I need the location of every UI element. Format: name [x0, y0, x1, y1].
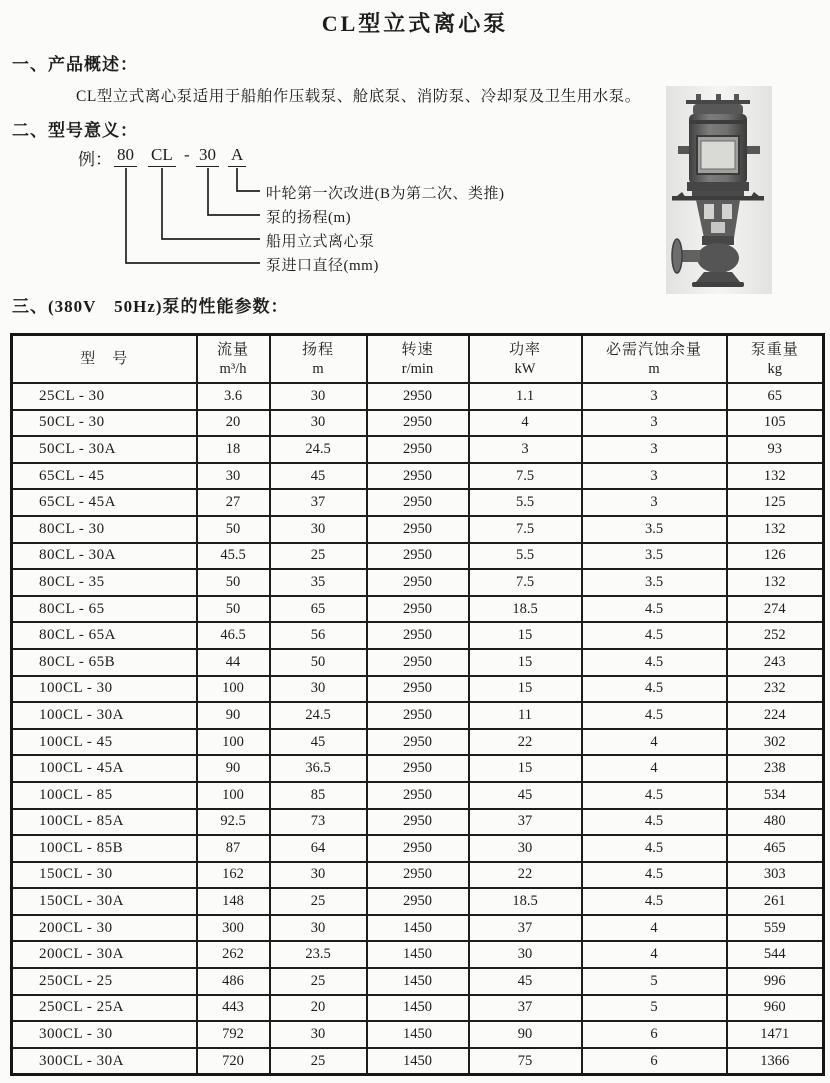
value-cell: 5 — [582, 995, 727, 1022]
table-row — [12, 888, 824, 915]
table-row — [12, 463, 824, 490]
value-cell: 3.5 — [582, 516, 727, 543]
model-cell: 200CL - 30A — [12, 941, 197, 968]
table-row — [12, 1021, 824, 1048]
model-cell: 80CL - 35 — [12, 569, 197, 596]
value-cell: 960 — [727, 995, 824, 1022]
model-cell: 100CL - 85 — [12, 782, 197, 809]
value-cell: 2950 — [367, 622, 469, 649]
value-cell: 23.5 — [270, 941, 367, 968]
example-inlet-code: 80 — [114, 145, 137, 167]
value-cell: 73 — [270, 809, 367, 836]
value-cell: 443 — [197, 995, 270, 1022]
value-cell: 45 — [270, 729, 367, 756]
value-cell: 24.5 — [270, 436, 367, 463]
value-cell: 50 — [197, 596, 270, 623]
value-cell: 486 — [197, 968, 270, 995]
value-cell: 5.5 — [469, 489, 582, 516]
value-cell: 3.5 — [582, 569, 727, 596]
value-cell: 18.5 — [469, 596, 582, 623]
value-cell: 45.5 — [197, 543, 270, 570]
value-cell: 2950 — [367, 569, 469, 596]
value-cell: 30 — [270, 383, 367, 410]
model-cell: 250CL - 25A — [12, 995, 197, 1022]
table-row — [12, 596, 824, 623]
value-cell: 2950 — [367, 702, 469, 729]
value-cell: 30 — [270, 410, 367, 437]
model-cell: 150CL - 30A — [12, 888, 197, 915]
diagram-label-pump-type: 船用立式离心泵 — [266, 234, 375, 250]
header-npsh: 必需汽蚀余量 m — [582, 335, 727, 384]
value-cell: 37 — [469, 809, 582, 836]
value-cell: 1450 — [367, 915, 469, 942]
value-cell: 4.5 — [582, 596, 727, 623]
diagram-label-impeller: 叶轮第一次改进(B为第二次、类推) — [266, 186, 505, 202]
section-3-heading: 三、(380V 50Hz)泵的性能参数： — [12, 297, 289, 316]
value-cell: 3 — [582, 463, 727, 490]
table-row — [12, 862, 824, 889]
value-cell: 3 — [582, 489, 727, 516]
value-cell: 15 — [469, 755, 582, 782]
value-cell: 2950 — [367, 383, 469, 410]
value-cell: 7.5 — [469, 463, 582, 490]
value-cell: 4 — [582, 915, 727, 942]
value-cell: 56 — [270, 622, 367, 649]
value-cell: 132 — [727, 463, 824, 490]
value-cell: 2950 — [367, 862, 469, 889]
value-cell: 27 — [197, 489, 270, 516]
value-cell: 37 — [469, 995, 582, 1022]
value-cell: 92.5 — [197, 809, 270, 836]
value-cell: 11 — [469, 702, 582, 729]
header-power: 功率 kW — [469, 335, 582, 384]
value-cell: 93 — [727, 436, 824, 463]
table-row — [12, 968, 824, 995]
value-cell: 7.5 — [469, 516, 582, 543]
value-cell: 261 — [727, 888, 824, 915]
value-cell: 1.1 — [469, 383, 582, 410]
value-cell: 300 — [197, 915, 270, 942]
value-cell: 30 — [270, 516, 367, 543]
value-cell: 2950 — [367, 543, 469, 570]
value-cell: 4.5 — [582, 809, 727, 836]
value-cell: 4 — [582, 941, 727, 968]
example-dash: - — [184, 145, 190, 164]
value-cell: 30 — [469, 835, 582, 862]
value-cell: 46.5 — [197, 622, 270, 649]
value-cell: 1450 — [367, 1021, 469, 1048]
value-cell: 25 — [270, 968, 367, 995]
value-cell: 996 — [727, 968, 824, 995]
value-cell: 534 — [727, 782, 824, 809]
value-cell: 85 — [270, 782, 367, 809]
model-cell: 200CL - 30 — [12, 915, 197, 942]
value-cell: 20 — [197, 410, 270, 437]
table-row — [12, 569, 824, 596]
value-cell: 2950 — [367, 649, 469, 676]
model-cell: 100CL - 45 — [12, 729, 197, 756]
table-row — [12, 729, 824, 756]
value-cell: 50 — [270, 649, 367, 676]
value-cell: 4.5 — [582, 649, 727, 676]
value-cell: 2950 — [367, 809, 469, 836]
table-row — [12, 622, 824, 649]
value-cell: 45 — [270, 463, 367, 490]
value-cell: 45 — [469, 968, 582, 995]
value-cell: 100 — [197, 782, 270, 809]
value-cell: 30 — [270, 1021, 367, 1048]
value-cell: 1450 — [367, 941, 469, 968]
example-series-code: CL — [148, 145, 176, 167]
value-cell: 64 — [270, 835, 367, 862]
value-cell: 3.5 — [582, 543, 727, 570]
value-cell: 1366 — [727, 1048, 824, 1075]
value-cell: 2950 — [367, 782, 469, 809]
value-cell: 24.5 — [270, 702, 367, 729]
header-speed: 转速 r/min — [367, 335, 469, 384]
model-cell: 65CL - 45A — [12, 489, 197, 516]
value-cell: 148 — [197, 888, 270, 915]
value-cell: 5.5 — [469, 543, 582, 570]
value-cell: 125 — [727, 489, 824, 516]
model-cell: 100CL - 30 — [12, 676, 197, 703]
table-row — [12, 489, 824, 516]
header-flow: 流量 m³/h — [197, 335, 270, 384]
value-cell: 3 — [582, 410, 727, 437]
model-cell: 80CL - 65A — [12, 622, 197, 649]
value-cell: 30 — [270, 915, 367, 942]
value-cell: 792 — [197, 1021, 270, 1048]
table-row — [12, 543, 824, 570]
table-header-row — [12, 335, 824, 384]
table-row — [12, 436, 824, 463]
value-cell: 6 — [582, 1021, 727, 1048]
value-cell: 302 — [727, 729, 824, 756]
value-cell: 4.5 — [582, 862, 727, 889]
value-cell: 4.5 — [582, 835, 727, 862]
table-row — [12, 649, 824, 676]
value-cell: 22 — [469, 729, 582, 756]
pump-photo — [666, 86, 772, 294]
value-cell: 65 — [727, 383, 824, 410]
value-cell: 2950 — [367, 516, 469, 543]
value-cell: 36.5 — [270, 755, 367, 782]
value-cell: 15 — [469, 622, 582, 649]
value-cell: 132 — [727, 569, 824, 596]
value-cell: 1471 — [727, 1021, 824, 1048]
value-cell: 4 — [469, 410, 582, 437]
value-cell: 15 — [469, 676, 582, 703]
value-cell: 22 — [469, 862, 582, 889]
value-cell: 18.5 — [469, 888, 582, 915]
header-model: 型 号 — [12, 335, 197, 384]
model-cell: 80CL - 65B — [12, 649, 197, 676]
diagram-label-head: 泵的扬程(m) — [266, 210, 352, 226]
table-row — [12, 1048, 824, 1075]
table-row — [12, 915, 824, 942]
performance-table — [10, 333, 825, 1076]
value-cell: 720 — [197, 1048, 270, 1075]
value-cell: 100 — [197, 729, 270, 756]
value-cell: 2950 — [367, 436, 469, 463]
value-cell: 2950 — [367, 410, 469, 437]
model-cell: 50CL - 30A — [12, 436, 197, 463]
value-cell: 1450 — [367, 995, 469, 1022]
model-cell: 100CL - 85A — [12, 809, 197, 836]
value-cell: 238 — [727, 755, 824, 782]
value-cell: 5 — [582, 968, 727, 995]
model-cell: 80CL - 65 — [12, 596, 197, 623]
value-cell: 243 — [727, 649, 824, 676]
value-cell: 4.5 — [582, 676, 727, 703]
value-cell: 132 — [727, 516, 824, 543]
value-cell: 30 — [270, 862, 367, 889]
value-cell: 25 — [270, 1048, 367, 1075]
value-cell: 90 — [197, 755, 270, 782]
table-row — [12, 516, 824, 543]
value-cell: 90 — [197, 702, 270, 729]
value-cell: 65 — [270, 596, 367, 623]
value-cell: 544 — [727, 941, 824, 968]
model-cell: 50CL - 30 — [12, 410, 197, 437]
model-cell: 150CL - 30 — [12, 862, 197, 889]
value-cell: 4.5 — [582, 782, 727, 809]
value-cell: 2950 — [367, 463, 469, 490]
value-cell: 44 — [197, 649, 270, 676]
table-row — [12, 835, 824, 862]
model-cell: 80CL - 30A — [12, 543, 197, 570]
value-cell: 2950 — [367, 729, 469, 756]
model-cell: 25CL - 30 — [12, 383, 197, 410]
value-cell: 162 — [197, 862, 270, 889]
value-cell: 4 — [582, 729, 727, 756]
diagram-label-inlet-diameter: 泵进口直径(mm) — [266, 258, 379, 274]
value-cell: 15 — [469, 649, 582, 676]
value-cell: 2950 — [367, 888, 469, 915]
value-cell: 2950 — [367, 489, 469, 516]
value-cell: 232 — [727, 676, 824, 703]
example-variant-code: A — [228, 145, 246, 167]
model-cell: 65CL - 45 — [12, 463, 197, 490]
table-row — [12, 410, 824, 437]
value-cell: 75 — [469, 1048, 582, 1075]
example-prefix: 例： — [78, 150, 112, 169]
value-cell: 50 — [197, 516, 270, 543]
table-row — [12, 941, 824, 968]
value-cell: 2950 — [367, 835, 469, 862]
value-cell: 2950 — [367, 596, 469, 623]
value-cell: 4.5 — [582, 702, 727, 729]
value-cell: 303 — [727, 862, 824, 889]
value-cell: 50 — [197, 569, 270, 596]
value-cell: 274 — [727, 596, 824, 623]
value-cell: 7.5 — [469, 569, 582, 596]
example-head-code: 30 — [196, 145, 219, 167]
section-1-heading: 一、产品概述： — [12, 55, 138, 74]
value-cell: 4.5 — [582, 888, 727, 915]
section-2-heading: 二、型号意义： — [12, 121, 138, 140]
header-head: 扬程 m — [270, 335, 367, 384]
table-row — [12, 755, 824, 782]
value-cell: 3 — [582, 436, 727, 463]
value-cell: 2950 — [367, 676, 469, 703]
value-cell: 262 — [197, 941, 270, 968]
value-cell: 3 — [582, 383, 727, 410]
value-cell: 4 — [582, 755, 727, 782]
value-cell: 30 — [197, 463, 270, 490]
model-cell: 300CL - 30 — [12, 1021, 197, 1048]
model-meaning-diagram — [78, 145, 638, 281]
table-row — [12, 383, 824, 410]
value-cell: 87 — [197, 835, 270, 862]
model-cell: 80CL - 30 — [12, 516, 197, 543]
value-cell: 224 — [727, 702, 824, 729]
table-row — [12, 702, 824, 729]
value-cell: 126 — [727, 543, 824, 570]
value-cell: 3.6 — [197, 383, 270, 410]
page-title: CL型立式离心泵 — [321, 11, 509, 36]
value-cell: 25 — [270, 888, 367, 915]
value-cell: 25 — [270, 543, 367, 570]
value-cell: 3 — [469, 436, 582, 463]
table-row — [12, 676, 824, 703]
value-cell: 6 — [582, 1048, 727, 1075]
value-cell: 559 — [727, 915, 824, 942]
value-cell: 1450 — [367, 1048, 469, 1075]
table-row — [12, 809, 824, 836]
model-cell: 100CL - 45A — [12, 755, 197, 782]
performance-table-body — [12, 383, 824, 1075]
value-cell: 480 — [727, 809, 824, 836]
value-cell: 100 — [197, 676, 270, 703]
value-cell: 4.5 — [582, 622, 727, 649]
value-cell: 37 — [469, 915, 582, 942]
table-row — [12, 782, 824, 809]
value-cell: 35 — [270, 569, 367, 596]
value-cell: 2950 — [367, 755, 469, 782]
value-cell: 105 — [727, 410, 824, 437]
value-cell: 90 — [469, 1021, 582, 1048]
model-cell: 100CL - 85B — [12, 835, 197, 862]
table-row — [12, 995, 824, 1022]
value-cell: 252 — [727, 622, 824, 649]
value-cell: 30 — [469, 941, 582, 968]
model-cell: 100CL - 30A — [12, 702, 197, 729]
value-cell: 1450 — [367, 968, 469, 995]
value-cell: 45 — [469, 782, 582, 809]
value-cell: 37 — [270, 489, 367, 516]
header-weight: 泵重量 kg — [727, 335, 824, 384]
value-cell: 18 — [197, 436, 270, 463]
value-cell: 30 — [270, 676, 367, 703]
model-cell: 300CL - 30A — [12, 1048, 197, 1075]
value-cell: 20 — [270, 995, 367, 1022]
product-overview-text: CL型立式离心泵适用于船舶作压载泵、舱底泵、消防泵、冷却泵及卫生用水泵。 — [76, 88, 641, 105]
value-cell: 465 — [727, 835, 824, 862]
model-cell: 250CL - 25 — [12, 968, 197, 995]
